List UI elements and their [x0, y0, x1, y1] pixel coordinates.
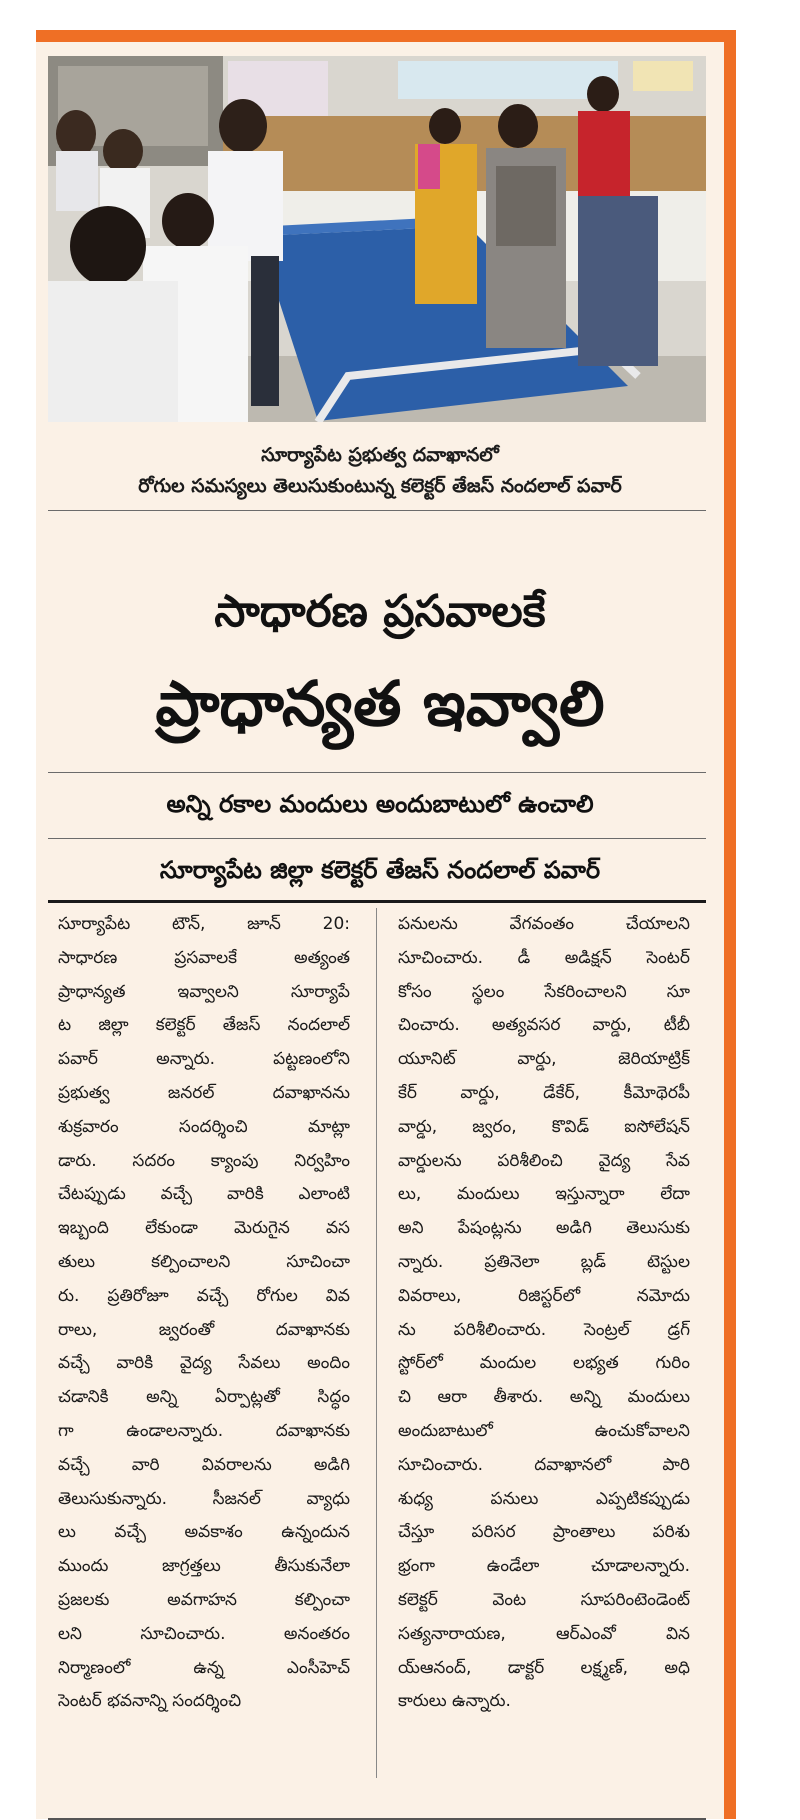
article-line: వార్డు, జ్వరం, కొవిడ్ ఐసోలేషన్	[398, 1116, 690, 1137]
article-line: కోసం స్థలం సేకరించాలని సూ	[398, 981, 690, 1002]
article-line: తులు కల్పించాలని సూచించా	[58, 1251, 350, 1272]
article-line: లు వచ్చే అవకాశం ఉన్నందున	[58, 1522, 350, 1543]
article-line: రాలు, జ్వరంతో దవాఖానకు	[58, 1319, 350, 1340]
article-line: తెలుసుకున్నారు. సీజనల్ వ్యాధు	[58, 1488, 350, 1509]
article-line: కలెక్టర్ వెంట సూపరింటెండెంట్	[398, 1589, 690, 1610]
article-line: వివరాలు, రిజిస్టర్‌లో నమోదు	[398, 1285, 690, 1306]
article-line: భ్రంగా ఉండేలా చూడాలన్నారు.	[398, 1556, 690, 1577]
article-line: ముందు జాగ్రత్తలు తీసుకునేలా	[58, 1556, 350, 1577]
article-line: ప్రాధాన్యత ఇవ్వాలని సూర్యాపే	[58, 981, 350, 1002]
article-line: ప్రజలకు అవగాహన కల్పించా	[58, 1589, 350, 1610]
article-line: అందుబాటులో ఉంచుకోవాలని	[398, 1420, 690, 1441]
article-line: నిర్మాణంలో ఉన్న ఎంసీహెచ్	[58, 1657, 350, 1678]
article-line: వచ్చే వారి వివరాలను అడిగి	[58, 1454, 350, 1475]
article-line: ను పరిశీలించారు. సెంట్రల్ డ్రగ్	[398, 1319, 690, 1340]
article-line: చేటప్పుడు వచ్చే వారికి ఎలాంటి	[58, 1184, 350, 1205]
column-divider	[376, 908, 377, 1778]
article-right-column	[398, 908, 690, 1719]
article-line: యూనిట్ వార్డు, జెరియాట్రిక్	[398, 1049, 690, 1070]
article-line: శుధ్య పనులు ఎప్పటికప్పుడు	[398, 1488, 690, 1509]
article-left-column	[58, 908, 350, 1719]
article-line: కేర్ వార్డు, డేకేర్, కీమోథెరపీ	[398, 1082, 690, 1103]
headline-divider	[48, 772, 706, 773]
news-photo	[48, 56, 706, 422]
article-line: వచ్చే వారికి వైద్య సేవలు అందిం	[58, 1353, 350, 1374]
article-line: చడానికి అన్ని ఏర్పాట్లతో సిద్ధం	[58, 1387, 350, 1408]
article-line: చించారు. అత్యవసర వార్డు, టీబీ	[398, 1015, 690, 1036]
article-line: ఇబ్బంది లేకుండా మెరుగైన వస	[58, 1218, 350, 1239]
photo-caption	[36, 440, 724, 502]
article-line: ట జిల్లా కలెక్టర్ తేజస్ నందలాల్	[58, 1015, 350, 1036]
article-line: కారులు ఉన్నారు.	[398, 1691, 511, 1712]
article-line: లు, మందులు ఇస్తున్నారా లేదా	[398, 1184, 690, 1205]
article-line: గా ఉండాలన్నారు. దవాఖానకు	[58, 1420, 350, 1441]
article-line: పవార్ అన్నారు. పట్టణంలోని	[58, 1049, 350, 1070]
article-line: చి ఆరా తీశారు. అన్ని మందులు	[398, 1387, 690, 1408]
article-line: సెంటర్ భవనాన్ని సందర్శించి	[58, 1691, 242, 1712]
article-line: శుక్రవారం సందర్శించి మాట్లా	[58, 1116, 350, 1137]
article-line: సూర్యాపేట టౌన్, జూన్ 20:	[58, 914, 350, 934]
photo-illustration	[48, 56, 706, 422]
article-line: న్నారు. ప్రతినెలా బ్లడ్ టెస్టుల	[398, 1251, 690, 1272]
article-line: వార్డులను పరిశీలించి వైద్య సేవ	[398, 1150, 690, 1171]
article-line: ప్రభుత్వ జనరల్ దవాఖానను	[58, 1082, 350, 1103]
caption-line-1: సూర్యాపేట ప్రభుత్వ దవాఖానలో	[261, 444, 499, 466]
article-line: రు. ప్రతిరోజూ వచ్చే రోగుల వివ	[58, 1285, 350, 1306]
article-line: సాధారణ ప్రసవాలకే అత్యంత	[58, 947, 350, 968]
headline-line-2: ప్రాధాన్యత ఇవ్వాలి	[155, 667, 605, 740]
article-line: చేస్తూ పరిసర ప్రాంతాలు పరిశు	[398, 1522, 690, 1543]
article-line: పనులను వేగవంతం చేయాలని	[398, 914, 690, 934]
article-line: య్‌ఆనంద్, డాక్టర్ లక్ష్మణ్, అధి	[398, 1657, 690, 1678]
subhead-line-1: అన్ని రకాల మందులు అందుబాటులో ఉంచాలి	[166, 790, 594, 818]
subhead-line-2: సూర్యాపేట జిల్లా కలెక్టర్ తేజస్ నందలాల్ పవార్	[159, 856, 601, 884]
article-line: లని సూచించారు. అనంతరం	[58, 1623, 350, 1644]
news-clipping	[36, 30, 736, 1819]
article-top-rule	[48, 900, 706, 903]
article-line: స్టోర్‌లో మందుల లభ్యత గురిం	[398, 1353, 690, 1374]
headline-line-1: సాధారణ ప్రసవాలకే	[214, 586, 546, 637]
caption-divider	[48, 510, 706, 511]
article-line: సూచించారు. డీ అడిక్షన్ సెంటర్	[398, 947, 690, 968]
article-line: అని పేషంట్లను అడిగి తెలుసుకు	[398, 1218, 690, 1239]
subhead-divider	[48, 838, 706, 839]
article-line: డారు. సదరం క్యాంపు నిర్వహిం	[58, 1150, 350, 1171]
article-line: సూచించారు. దవాఖానలో పారి	[398, 1454, 690, 1475]
article-line: సత్యనారాయణ, ఆర్‌ఎంవో విన	[398, 1623, 690, 1644]
caption-line-2: రోగుల సమస్యలు తెలుసుకుంటున్న కలెక్టర్ తేజస్ నందలాల్ పవార్	[138, 475, 622, 497]
